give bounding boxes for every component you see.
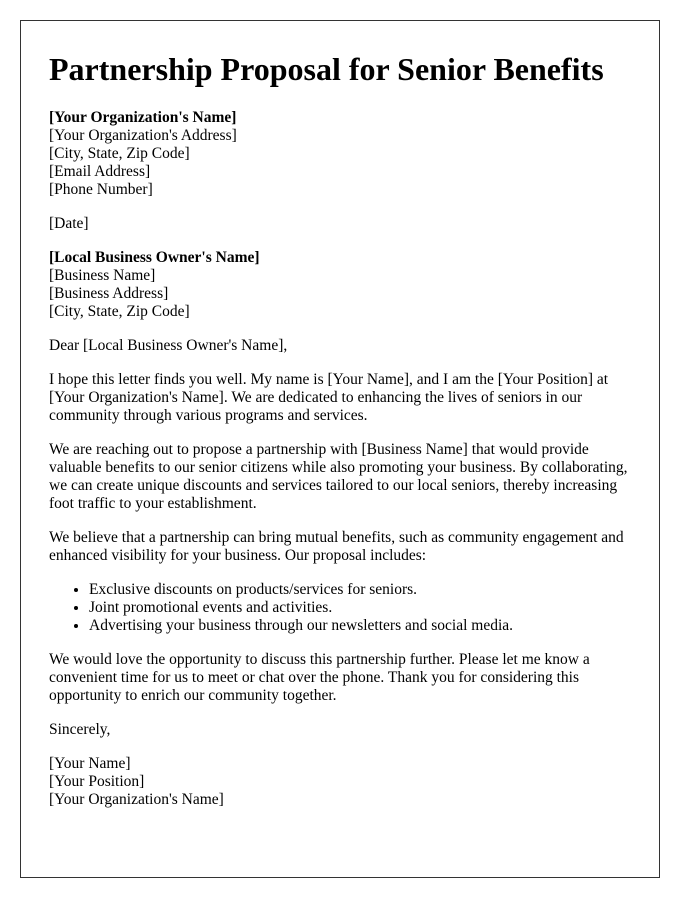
letter-title: Partnership Proposal for Senior Benefits — [49, 51, 604, 87]
recipient-business: [Business Name] — [49, 267, 156, 284]
sender-phone: [Phone Number] — [49, 181, 153, 198]
salutation: Dear [Local Business Owner's Name], — [49, 337, 288, 354]
list-item: • Joint promotional events and activities. — [89, 599, 631, 617]
proposal-list — [49, 581, 631, 635]
date-block — [49, 215, 631, 233]
sender-block — [49, 109, 631, 199]
sender-address: [Your Organization's Address] — [49, 127, 237, 144]
list-item: • Exclusive discounts on products/services for seniors. — [89, 581, 631, 599]
sender-name: [Your Organization's Name] — [49, 109, 237, 126]
body-paragraph-benefits: We believe that a partnership can bring mutual benefits, such as community engagement and enhanced visibility for your business. Our proposal includes: — [49, 529, 624, 564]
list-item: • Advertising your business through our newsletters and social media. — [89, 617, 631, 635]
recipient-city: [City, State, Zip Code] — [49, 303, 190, 320]
signoff: Sincerely, — [49, 721, 111, 738]
letter-date: [Date] — [49, 215, 89, 232]
signature-position: [Your Position] — [49, 773, 145, 790]
closing-paragraph: We would love the opportunity to discuss this partnership further. Please let me know a convenient time for us to meet or chat over the phone. Thank you for considering this opportunity to enrich our community together. — [49, 651, 590, 704]
recipient-name: [Local Business Owner's Name] — [49, 249, 260, 266]
recipient-block — [49, 249, 631, 321]
signature-block — [49, 755, 631, 809]
signature-organization: [Your Organization's Name] — [49, 791, 224, 808]
signature-name: [Your Name] — [49, 755, 131, 772]
sender-email: [Email Address] — [49, 163, 151, 180]
body-paragraph-intro: I hope this letter finds you well. My name is [Your Name], and I am the [Your Position] at [Your Organization's Name]. We are dedicated to enhancing the lives of seniors in our community through various programs and services. — [49, 371, 609, 424]
letter-page — [20, 20, 660, 878]
sender-city: [City, State, Zip Code] — [49, 145, 190, 162]
recipient-address: [Business Address] — [49, 285, 169, 302]
body-paragraph-proposal: We are reaching out to propose a partnership with [Business Name] that would provide valuable benefits to our senior citizens while also promoting your business. By collaborating, we can create unique discounts and services tailored to our local seniors, thereby increasing foot traffic to your establishment. — [49, 441, 628, 512]
